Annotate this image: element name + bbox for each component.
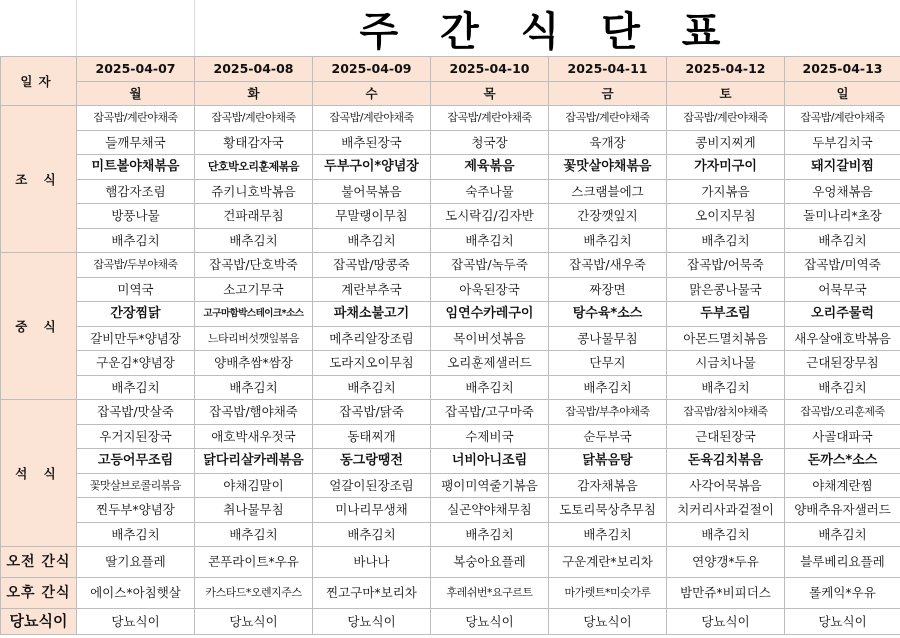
menu-cell: 배추김치 bbox=[785, 228, 900, 253]
breakfast-row bbox=[1, 204, 900, 229]
menu-cell: 갈비만두*양념장 bbox=[77, 326, 195, 351]
menu-cell: 동그랑땡전 bbox=[313, 449, 431, 474]
menu-cell: 배추김치 bbox=[195, 522, 313, 547]
menu-cell: 콩나물무침 bbox=[549, 326, 667, 351]
menu-cell: 들깨무채국 bbox=[77, 130, 195, 155]
breakfast-row bbox=[1, 155, 900, 180]
menu-cell: 잡곡밥/어묵죽 bbox=[667, 253, 785, 278]
menu-cell: 잡곡밥/계란야채죽 bbox=[77, 106, 195, 131]
menu-cell: 구운김*양념장 bbox=[77, 351, 195, 376]
menu-cell: 복숭아요플레 bbox=[431, 547, 549, 578]
am_snack-row bbox=[1, 547, 900, 578]
menu-cell: 양배추쌈*쌈장 bbox=[195, 351, 313, 376]
menu-cell: 청국장 bbox=[431, 130, 549, 155]
day-row bbox=[1, 81, 900, 106]
menu-cell: 간장깻잎지 bbox=[549, 204, 667, 229]
menu-cell: 잡곡밥/부추야채죽 bbox=[549, 400, 667, 425]
menu-cell: 카스타드*오렌지주스 bbox=[195, 578, 313, 609]
menu-cell: 잡곡밥/계란야채죽 bbox=[195, 106, 313, 131]
dinner-row bbox=[1, 400, 900, 425]
menu-cell: 콘푸라이트*우유 bbox=[195, 547, 313, 578]
day-cell: 토 bbox=[667, 81, 785, 106]
date-cell: 2025-04-08 bbox=[195, 57, 313, 82]
menu-cell: 당뇨식이 bbox=[549, 609, 667, 635]
day-cell: 일 bbox=[785, 81, 900, 106]
menu-cell: 잡곡밥/닭죽 bbox=[313, 400, 431, 425]
menu-cell: 잡곡밥/계란야채죽 bbox=[549, 106, 667, 131]
menu-cell: 도시락김/김자반 bbox=[431, 204, 549, 229]
menu-cell: 야채김말이 bbox=[195, 473, 313, 498]
menu-cell: 돌미나리*초장 bbox=[785, 204, 900, 229]
menu-cell: 어묵무국 bbox=[785, 277, 900, 302]
date-cell: 2025-04-07 bbox=[77, 57, 195, 82]
menu-cell: 배추김치 bbox=[431, 375, 549, 400]
menu-cell: 오리훈제샐러드 bbox=[431, 351, 549, 376]
menu-cell: 당뇨식이 bbox=[313, 609, 431, 635]
lunch-row bbox=[1, 375, 900, 400]
menu-cell: 새우살애호박볶음 bbox=[785, 326, 900, 351]
breakfast-row bbox=[1, 130, 900, 155]
menu-cell: 스크램블에그 bbox=[549, 179, 667, 204]
dinner-label: 석 식 bbox=[1, 400, 77, 547]
menu-cell: 배추김치 bbox=[195, 228, 313, 253]
menu-cell: 잡곡밥/녹두죽 bbox=[431, 253, 549, 278]
lunch-row bbox=[1, 253, 900, 278]
menu-cell: 배추김치 bbox=[549, 375, 667, 400]
menu-cell: 육개장 bbox=[549, 130, 667, 155]
menu-cell: 두부구이*양념장 bbox=[313, 155, 431, 180]
menu-cell: 후레쉬번*요구르트 bbox=[431, 578, 549, 609]
menu-cell: 근대된장무침 bbox=[785, 351, 900, 376]
menu-cell: 제육볶음 bbox=[431, 155, 549, 180]
menu-cell: 두부김치국 bbox=[785, 130, 900, 155]
menu-cell: 잡곡밥/땅콩죽 bbox=[313, 253, 431, 278]
menu-cell: 가자미구이 bbox=[667, 155, 785, 180]
date-cell: 2025-04-09 bbox=[313, 57, 431, 82]
menu-cell: 잡곡밥/두부야채죽 bbox=[77, 253, 195, 278]
menu-cell: 당뇨식이 bbox=[77, 609, 195, 635]
date-cell: 2025-04-13 bbox=[785, 57, 900, 82]
menu-cell: 돼지갈비찜 bbox=[785, 155, 900, 180]
menu-cell: 배추김치 bbox=[549, 228, 667, 253]
dinner-row bbox=[1, 498, 900, 523]
menu-cell: 수제비국 bbox=[431, 424, 549, 449]
menu-cell: 배추김치 bbox=[785, 522, 900, 547]
menu-cell: 블루베리요플레 bbox=[785, 547, 900, 578]
menu-cell: 잡곡밥/계란야채죽 bbox=[431, 106, 549, 131]
menu-cell: 탕수육*소스 bbox=[549, 302, 667, 327]
dinner-row bbox=[1, 449, 900, 474]
date-label: 일자 bbox=[1, 57, 77, 106]
dinner-row bbox=[1, 522, 900, 547]
menu-cell: 닭볶음탕 bbox=[549, 449, 667, 474]
menu-cell: 돈육김치볶음 bbox=[667, 449, 785, 474]
menu-cell: 아욱된장국 bbox=[431, 277, 549, 302]
am_snack-label: 오전 간식 bbox=[1, 547, 77, 578]
breakfast-row bbox=[1, 228, 900, 253]
menu-cell: 배추김치 bbox=[313, 228, 431, 253]
menu-cell: 두부조림 bbox=[667, 302, 785, 327]
menu-cell: 단무지 bbox=[549, 351, 667, 376]
menu-cell: 얼갈이된장조림 bbox=[313, 473, 431, 498]
menu-cell: 가지볶음 bbox=[667, 179, 785, 204]
menu-cell: 배추김치 bbox=[431, 522, 549, 547]
menu-cell: 너비아니조림 bbox=[431, 449, 549, 474]
breakfast-label: 조 식 bbox=[1, 106, 77, 253]
menu-cell: 오리주물럭 bbox=[785, 302, 900, 327]
menu-cell: 햄감자조림 bbox=[77, 179, 195, 204]
day-cell: 목 bbox=[431, 81, 549, 106]
menu-cell: 우거지된장국 bbox=[77, 424, 195, 449]
menu-cell: 배추김치 bbox=[667, 228, 785, 253]
menu-cell: 목이버섯볶음 bbox=[431, 326, 549, 351]
diabetic-label: 당뇨식이 bbox=[1, 609, 77, 635]
menu-cell: 잡곡밥/참치야채죽 bbox=[667, 400, 785, 425]
menu-cell: 배추김치 bbox=[313, 522, 431, 547]
dinner-row bbox=[1, 424, 900, 449]
menu-cell: 간장찜닭 bbox=[77, 302, 195, 327]
menu-cell: 닭다리살카레볶음 bbox=[195, 449, 313, 474]
menu-cell: 동태찌개 bbox=[313, 424, 431, 449]
breakfast-row bbox=[1, 179, 900, 204]
menu-cell: 팽이미역줄기볶음 bbox=[431, 473, 549, 498]
menu-cell: 사골대파국 bbox=[785, 424, 900, 449]
dinner-row bbox=[1, 473, 900, 498]
menu-cell: 연양갱*두유 bbox=[667, 547, 785, 578]
menu-cell: 쥬키니호박볶음 bbox=[195, 179, 313, 204]
menu-cell: 잡곡밥/계란야채죽 bbox=[785, 106, 900, 131]
menu-cell: 딸기요플레 bbox=[77, 547, 195, 578]
menu-cell: 느타리버섯깻잎볶음 bbox=[195, 326, 313, 351]
menu-cell: 불어묵볶음 bbox=[313, 179, 431, 204]
menu-cell: 당뇨식이 bbox=[431, 609, 549, 635]
menu-cell: 메추리알장조림 bbox=[313, 326, 431, 351]
day-cell: 수 bbox=[313, 81, 431, 106]
date-cell: 2025-04-12 bbox=[667, 57, 785, 82]
date-cell: 2025-04-10 bbox=[431, 57, 549, 82]
menu-cell: 미역국 bbox=[77, 277, 195, 302]
menu-cell: 실곤약야채무침 bbox=[431, 498, 549, 523]
menu-cell: 건파래무침 bbox=[195, 204, 313, 229]
menu-cell: 도토리묵상추무침 bbox=[549, 498, 667, 523]
menu-cell: 고구마함박스테이크*소스 bbox=[195, 302, 313, 327]
menu-cell: 도라지오이무침 bbox=[313, 351, 431, 376]
menu-cell: 배추김치 bbox=[667, 375, 785, 400]
day-cell: 화 bbox=[195, 81, 313, 106]
menu-cell: 배추김치 bbox=[77, 375, 195, 400]
page-title: 주 간 식 단 표 bbox=[194, 0, 900, 57]
day-cell: 금 bbox=[549, 81, 667, 106]
menu-cell: 파채소불고기 bbox=[313, 302, 431, 327]
menu-cell: 잡곡밥/햄야채죽 bbox=[195, 400, 313, 425]
menu-cell: 당뇨식이 bbox=[195, 609, 313, 635]
menu-cell: 콩비지찌게 bbox=[667, 130, 785, 155]
menu-cell: 사각어묵볶음 bbox=[667, 473, 785, 498]
date-cell: 2025-04-11 bbox=[549, 57, 667, 82]
menu-cell: 바나나 bbox=[313, 547, 431, 578]
menu-cell: 애호박새우젓국 bbox=[195, 424, 313, 449]
menu-cell: 미나리무생채 bbox=[313, 498, 431, 523]
menu-cell: 잡곡밥/맛살죽 bbox=[77, 400, 195, 425]
menu-cell: 에이스*아침햇살 bbox=[77, 578, 195, 609]
menu-cell: 방풍나물 bbox=[77, 204, 195, 229]
menu-cell: 숙주나물 bbox=[431, 179, 549, 204]
menu-cell: 마가렛트*미숫가루 bbox=[549, 578, 667, 609]
menu-cell: 당뇨식이 bbox=[785, 609, 900, 635]
title-row bbox=[0, 0, 900, 56]
pm_snack-row bbox=[1, 578, 900, 609]
menu-cell: 황태감자국 bbox=[195, 130, 313, 155]
menu-cell: 아몬드멸치볶음 bbox=[667, 326, 785, 351]
menu-cell: 순두부국 bbox=[549, 424, 667, 449]
menu-cell: 오이지무침 bbox=[667, 204, 785, 229]
menu-cell: 찐두부*양념장 bbox=[77, 498, 195, 523]
menu-cell: 잡곡밥/단호박죽 bbox=[195, 253, 313, 278]
menu-cell: 고등어무조림 bbox=[77, 449, 195, 474]
menu-cell: 맑은콩나물국 bbox=[667, 277, 785, 302]
menu-cell: 배추김치 bbox=[77, 522, 195, 547]
menu-cell: 배추김치 bbox=[77, 228, 195, 253]
menu-cell: 우엉채볶음 bbox=[785, 179, 900, 204]
menu-cell: 잡곡밥/오리훈제죽 bbox=[785, 400, 900, 425]
menu-cell: 근대된장국 bbox=[667, 424, 785, 449]
lunch-row bbox=[1, 326, 900, 351]
menu-cell: 짜장면 bbox=[549, 277, 667, 302]
title-spacer-left bbox=[0, 0, 77, 57]
menu-cell: 배추된장국 bbox=[313, 130, 431, 155]
title-spacer-mid bbox=[76, 0, 195, 57]
menu-cell: 배추김치 bbox=[195, 375, 313, 400]
menu-cell: 잡곡밥/계란야채죽 bbox=[667, 106, 785, 131]
menu-cell: 배추김치 bbox=[313, 375, 431, 400]
menu-table bbox=[0, 56, 900, 635]
menu-cell: 소고기무국 bbox=[195, 277, 313, 302]
lunch-row bbox=[1, 351, 900, 376]
menu-cell: 단호박오리훈제볶음 bbox=[195, 155, 313, 180]
menu-cell: 배추김치 bbox=[785, 375, 900, 400]
menu-cell: 배추김치 bbox=[431, 228, 549, 253]
menu-cell: 취나물무침 bbox=[195, 498, 313, 523]
lunch-row bbox=[1, 277, 900, 302]
menu-cell: 시금치나물 bbox=[667, 351, 785, 376]
menu-cell: 야채계란찜 bbox=[785, 473, 900, 498]
menu-cell: 치커리사과겉절이 bbox=[667, 498, 785, 523]
pm_snack-label: 오후 간식 bbox=[1, 578, 77, 609]
menu-cell: 무말랭이무침 bbox=[313, 204, 431, 229]
diabetic-row bbox=[1, 609, 900, 635]
menu-cell: 밤만쥬*비피더스 bbox=[667, 578, 785, 609]
menu-cell: 당뇨식이 bbox=[667, 609, 785, 635]
menu-cell: 양배추유자샐러드 bbox=[785, 498, 900, 523]
menu-cell: 계란부추국 bbox=[313, 277, 431, 302]
menu-cell: 꽃맛살브로콜리볶음 bbox=[77, 473, 195, 498]
menu-cell: 잡곡밥/미역죽 bbox=[785, 253, 900, 278]
menu-cell: 잡곡밥/새우죽 bbox=[549, 253, 667, 278]
day-cell: 월 bbox=[77, 81, 195, 106]
menu-cell: 배추김치 bbox=[549, 522, 667, 547]
menu-cell: 롤케익*우유 bbox=[785, 578, 900, 609]
date-row bbox=[1, 57, 900, 82]
breakfast-row bbox=[1, 106, 900, 131]
menu-cell: 꽃맛살야채볶음 bbox=[549, 155, 667, 180]
menu-cell: 감자채볶음 bbox=[549, 473, 667, 498]
lunch-label: 중 식 bbox=[1, 253, 77, 400]
menu-cell: 미트볼야채볶음 bbox=[77, 155, 195, 180]
menu-cell: 잡곡밥/계란야채죽 bbox=[313, 106, 431, 131]
lunch-row bbox=[1, 302, 900, 327]
menu-cell: 임연수카레구이 bbox=[431, 302, 549, 327]
menu-cell: 구운계란*보리차 bbox=[549, 547, 667, 578]
menu-cell: 배추김치 bbox=[667, 522, 785, 547]
menu-cell: 잡곡밥/고구마죽 bbox=[431, 400, 549, 425]
menu-cell: 찐고구마*보리차 bbox=[313, 578, 431, 609]
menu-cell: 돈까스*소스 bbox=[785, 449, 900, 474]
